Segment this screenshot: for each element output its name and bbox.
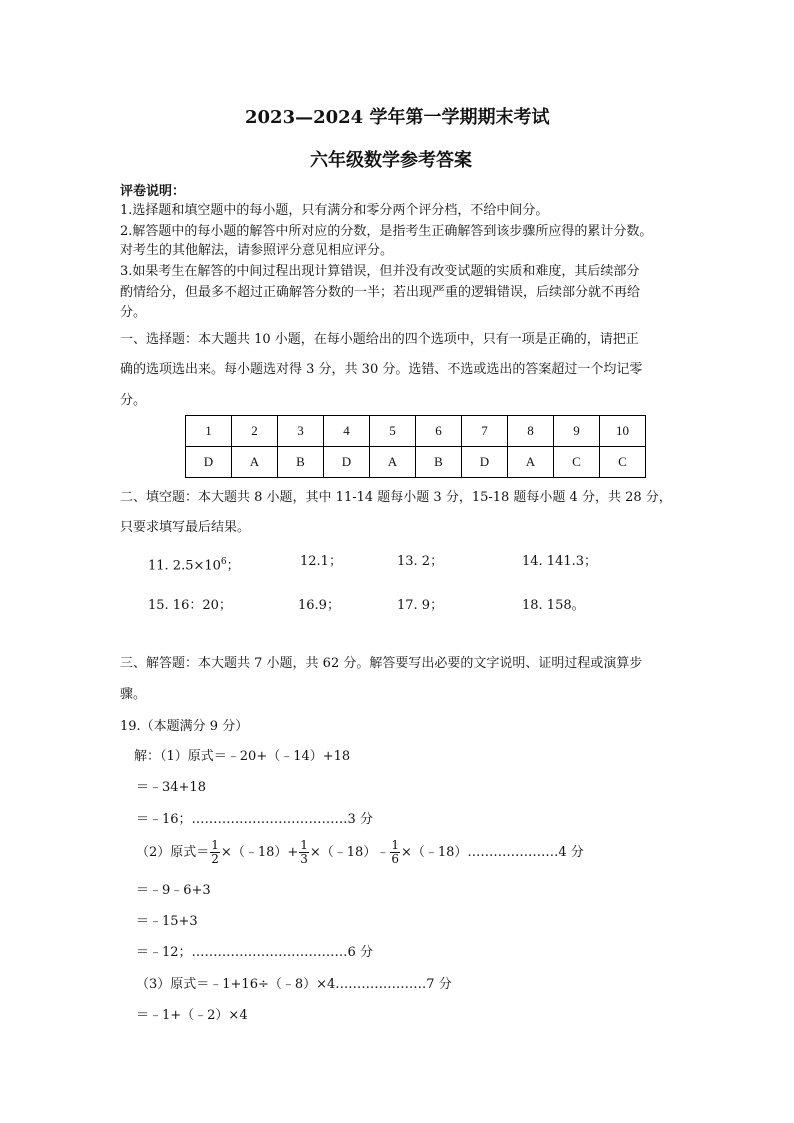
fill-answer-15: 15. 16：20； (148, 598, 232, 613)
exam-title: 2023—2024 学年第一学期期末考试 (245, 107, 550, 128)
question-number: 2 (232, 416, 278, 447)
answer-cell: D (324, 447, 370, 478)
question-number: 8 (508, 416, 554, 447)
fraction-numerator: 1 (300, 838, 308, 852)
fill-answer-18: 18. 158。 (522, 598, 585, 613)
solution-line: ＝﹣1+（﹣2）×4 (136, 1008, 248, 1023)
fraction-one-half (210, 839, 220, 866)
instruction-line-3a: 3.如果考生在解答的中间过程出现计算错误，但并没有改变试题的实质和难度，其后续部分 (120, 264, 640, 279)
question-number: 4 (324, 416, 370, 447)
solution-text: （2）原式＝ (136, 845, 210, 860)
instruction-line-3c: 分。 (120, 305, 147, 320)
question-number: 1 (186, 416, 232, 447)
answer-cell: B (278, 447, 324, 478)
fill-answer-11-base: 11. 2.5×10 (148, 558, 221, 574)
question-number: 6 (416, 416, 462, 447)
answer-cell: A (370, 447, 416, 478)
fill-answer-16: 16.9； (298, 598, 340, 613)
question-number: 3 (278, 416, 324, 447)
section2-line-2: 只要求填写最后结果。 (120, 520, 251, 535)
section2-heading: 二、填空题：本大题共 8 小题，其中 11-14 题每小题 3 分，15-18 题每小题 4 分，共 28 分， (120, 490, 672, 505)
answer-cell: B (416, 447, 462, 478)
fraction-numerator: 1 (391, 838, 399, 852)
solution-text: ×（﹣18）…………………4 分 (400, 845, 584, 860)
answer-key-subtitle: 六年级数学参考答案 (310, 150, 472, 171)
fraction-denominator: 2 (211, 852, 219, 866)
solution-line: ＝﹣15+3 (136, 914, 198, 929)
fraction-denominator: 6 (391, 852, 399, 866)
question-number-row (186, 416, 646, 447)
fraction-denominator: 3 (300, 852, 308, 866)
instruction-line-1: 1.选择题和填空题中的每小题，只有满分和零分两个评分档，不给中间分。 (120, 203, 549, 218)
answer-cell: A (508, 447, 554, 478)
fill-answer-12: 12.1； (300, 554, 342, 569)
instruction-line-3b: 酌情给分，但最多不超过正确解答分数的一半；若出现严重的逻辑错误，后续部分就不再给 (120, 285, 641, 300)
solution-line: （3）原式＝﹣1+16÷（﹣8）×4…………………7 分 (136, 977, 452, 992)
fill-answer-11-tail: ； (226, 558, 240, 574)
section3-line-2: 骤。 (120, 687, 147, 702)
section3-heading: 三、解答题：本大题共 7 小题，共 62 分。解答要写出必要的文字说明、证明过程或演算步 (120, 656, 643, 671)
choice-answer-table (185, 415, 646, 478)
answer-cell: D (462, 447, 508, 478)
fill-answer-11-exponent: 6 (220, 557, 227, 567)
fraction-one-sixth (390, 839, 400, 866)
instruction-line-2b: 对考生的其他解法，请参照评分意见相应评分。 (120, 243, 394, 258)
solution-line: ＝﹣12；………………………………6 分 (136, 945, 373, 960)
fraction-one-third (299, 839, 309, 866)
fill-answer-13: 13. 2； (397, 554, 444, 569)
section1-line-3: 分。 (120, 393, 147, 408)
fraction-numerator: 1 (211, 838, 219, 852)
answer-cell: C (600, 447, 646, 478)
section1-heading: 一、选择题：本大题共 10 小题，在每小题给出的四个选项中，只有一项是正确的，请把正 (120, 332, 639, 347)
solution-text: ×（﹣18）+ (220, 845, 299, 860)
answer-cell: A (232, 447, 278, 478)
solution-text: ×（﹣18）﹣ (309, 845, 390, 860)
fill-answer-14: 14. 141.3； (522, 554, 598, 569)
instruction-line-2a: 2.解答题中的每小题的解答中所对应的分数，是指考生正确解答到该步骤所应得的累计分数。 (120, 224, 653, 239)
question-number: 7 (462, 416, 508, 447)
section1-line-2: 确的选项选出来。每小题选对得 3 分，共 30 分。选错、不选或选出的答案超过一个均记零 (120, 362, 643, 377)
solution-line: ＝﹣16；………………………………3 分 (136, 812, 373, 827)
solution-line: ＝﹣34+18 (136, 780, 206, 795)
fill-answer-17: 17. 9； (397, 598, 444, 613)
question-number: 9 (554, 416, 600, 447)
solution-line-fractions (136, 838, 584, 868)
solution-line: ＝﹣9﹣6+3 (136, 883, 211, 898)
question-19-heading: 19.（本题满分 9 分） (120, 719, 249, 734)
answer-cell: D (186, 447, 232, 478)
instructions-heading: 评卷说明： (120, 184, 186, 199)
solution-line: 解：（1）原式＝﹣20+（﹣14）+18 (134, 749, 351, 764)
fill-answer-11 (148, 554, 240, 574)
question-number: 5 (370, 416, 416, 447)
question-number: 10 (600, 416, 646, 447)
answer-row (186, 447, 646, 478)
answer-cell: C (554, 447, 600, 478)
